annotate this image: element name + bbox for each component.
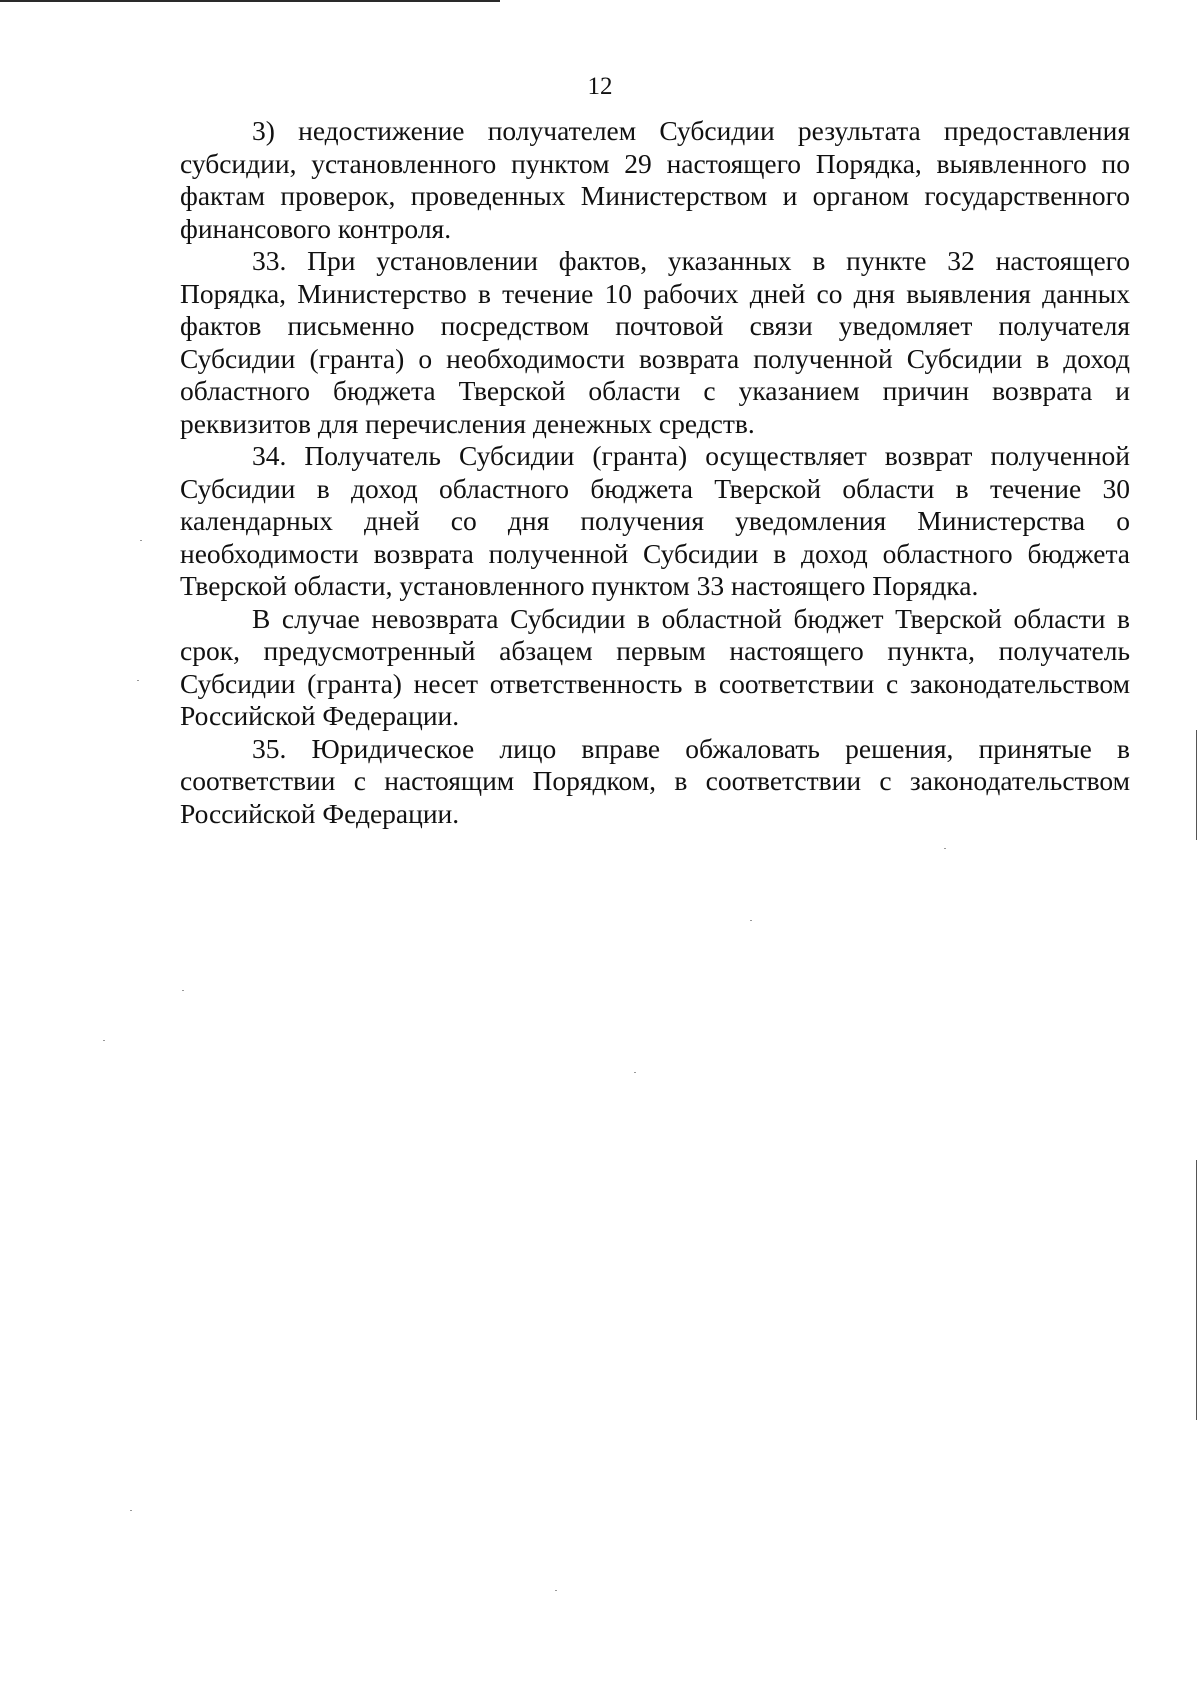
scan-speck: [103, 1040, 105, 1041]
paragraph-item-34-continued: В случае невозврата Субсидии в областной бюджет Тверской области в срок, предусмотренный абзацем первым настоящего пункта, получатель Субсидии (гранта) несет ответственность в соответствии с законодательством Российской Федерации.: [180, 602, 1130, 731]
scan-speck: [182, 990, 184, 991]
scan-top-edge: [0, 0, 500, 2]
scan-speck: [140, 540, 142, 541]
scan-right-edge-lower: [1196, 1160, 1197, 1420]
scan-speck: [555, 1590, 557, 1591]
paragraph-item-35: 35. Юридическое лицо вправе обжаловать решения, принятые в соответствии с настоящим Порядком, в соответствии с законодательством Российской Федерации.: [180, 732, 1130, 829]
scan-speck: [130, 1510, 132, 1511]
scan-speck: [137, 680, 139, 681]
paragraph-item-34: 34. Получатель Субсидии (гранта) осуществляет возврат полученной Субсидии в доход областного бюджета Тверской области в течение 30 календарных дней со дня получения уведомления Министерства о необходимости возврата полученной Субсидии в доход областного бюджета Тверской области, установленного пунктом 33 настоящего Порядка.: [180, 440, 1130, 601]
document-body: [180, 115, 1130, 830]
paragraph-item-33: 33. При установлении фактов, указанных в пункте 32 настоящего Порядка, Министерство в течение 10 рабочих дней со дня выявления данных фактов письменно посредством почтовой связи уведомляет получателя Субсидии (гранта) о необходимости возврата полученной Субсидии в доход областного бюджета Тверской области с указанием причин возврата и реквизитов для перечисления денежных средств.: [180, 245, 1130, 439]
paragraph-clause-3: 3) недостижение получателем Субсидии результата предоставления субсидии, установленного пунктом 29 настоящего Порядка, выявленного по фактам проверок, проведенных Министерством и органом государственного финансового контроля.: [180, 115, 1130, 244]
page-number: 12: [587, 73, 613, 100]
scan-right-edge: [1196, 730, 1197, 840]
scan-speck: [634, 1072, 636, 1073]
scan-speck: [750, 920, 752, 921]
scan-speck: [944, 848, 946, 849]
